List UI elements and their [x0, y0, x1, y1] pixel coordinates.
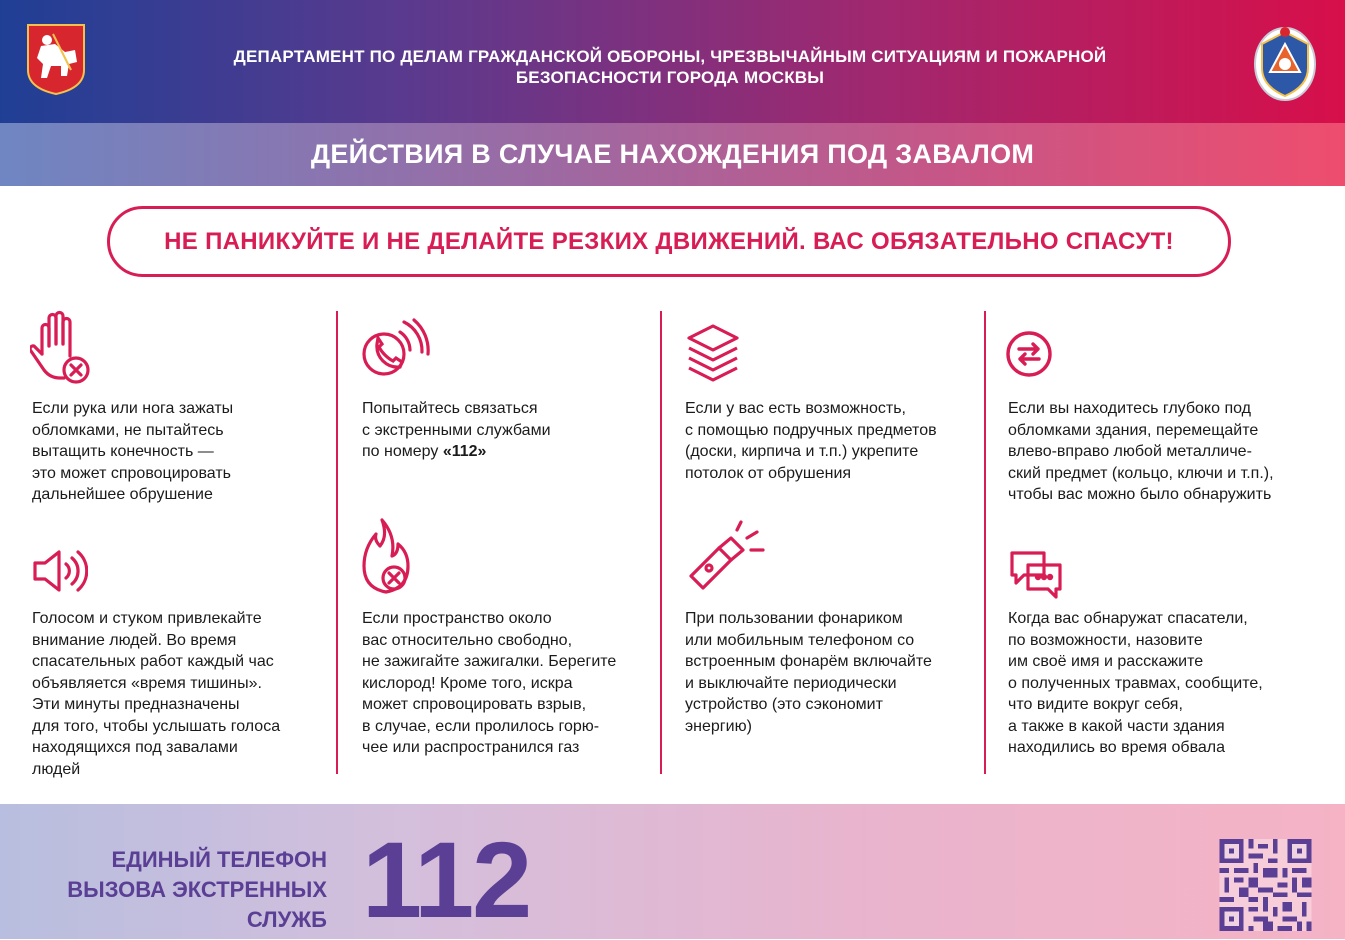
flashlight-icon: [685, 520, 767, 592]
instruction-text: Попытайтесь связаться с экстренными службами по номеру «112»: [362, 400, 551, 460]
phone-call-icon: [362, 318, 430, 380]
warning-banner: НЕ ПАНИКУЙТЕ И НЕ ДЕЛАЙТЕ РЕЗКИХ ДВИЖЕНИЙ. ВАС ОБЯЗАТЕЛЬНО СПАСУТ!: [107, 206, 1231, 277]
no-fire-icon: [360, 516, 414, 596]
instruction-text: Если вы находитесь глубоко под обломками здания, перемещайте влево-вправо любой металличе- ский предмет (кольцо, ключи и т.п.), чтобы вас можно было обнаружить: [1008, 400, 1274, 503]
instruction-text: Если у вас есть возможность, с помощью подручных предметов (доски, кирпича и т.п.) укрепите потолок от обрушения: [685, 400, 937, 482]
column-divider: [660, 311, 662, 774]
column-divider: [336, 311, 338, 774]
instruction-text: Когда вас обнаружат спасатели, по возможности, назовите им своё имя и расскажите о полученных травмах, сообщите, что видите вокруг себя, а также в какой части здания находились во время обвала: [1008, 610, 1263, 756]
page-title: ДЕЙСТВИЯ В СЛУЧАЕ НАХОЖДЕНИЯ ПОД ЗАВАЛОМ: [310, 139, 1035, 169]
swap-arrows-icon: [1005, 330, 1053, 378]
instruction-text: Если пространство около вас относительно свободно, не зажигайте зажигалки. Берегите кислород! Кроме того, искра может спровоцировать взрыв, в случае, если пролилось горю- чее или распространился газ: [362, 610, 617, 756]
footer-banner: [0, 804, 1345, 939]
layers-icon: [685, 322, 741, 382]
chat-icon: [1008, 549, 1064, 603]
department-name: ДЕПАРТАМЕНТ ПО ДЕЛАМ ГРАЖДАНСКОЙ ОБОРОНЫ, ЧРЕЗВЫЧАЙНЫМ СИТУАЦИЯМ И ПОЖАРНОЙ БЕЗОПАСНОСТИ ГОРОДА МОСКВЫ: [233, 47, 1107, 87]
title-bar: [0, 123, 1345, 186]
instruction-text: При пользовании фонариком или мобильным телефоном со встроенным фонарём включайте и выключайте периодически устройство (это сэкономит энергию): [685, 610, 932, 735]
speaker-icon: [32, 547, 88, 595]
emergency-number: 112: [362, 819, 531, 940]
emergency-phone-label: ЕДИНЫЙ ТЕЛЕФОН ВЫЗОВА ЭКСТРЕННЫХ СЛУЖБ: [67, 847, 327, 932]
civil-defense-emblem-icon: [1252, 22, 1318, 102]
header-banner: [0, 0, 1345, 123]
instruction-text: Если рука или нога зажаты обломками, не пытайтесь вытащить конечность — это может спровоцировать дальнейшее обрушение: [32, 400, 234, 503]
column-divider: [984, 311, 986, 774]
moscow-coat-of-arms-icon: [25, 22, 87, 96]
qr-code-icon[interactable]: [1218, 839, 1313, 931]
instruction-text: Голосом и стуком привлекайте внимание людей. Во время спасательных работ каждый час объявляется «время тишины». Эти минуты предназначены для того, чтобы услышать голоса находящихся под завалами людей: [32, 610, 281, 778]
hand-stop-icon: [30, 310, 94, 388]
